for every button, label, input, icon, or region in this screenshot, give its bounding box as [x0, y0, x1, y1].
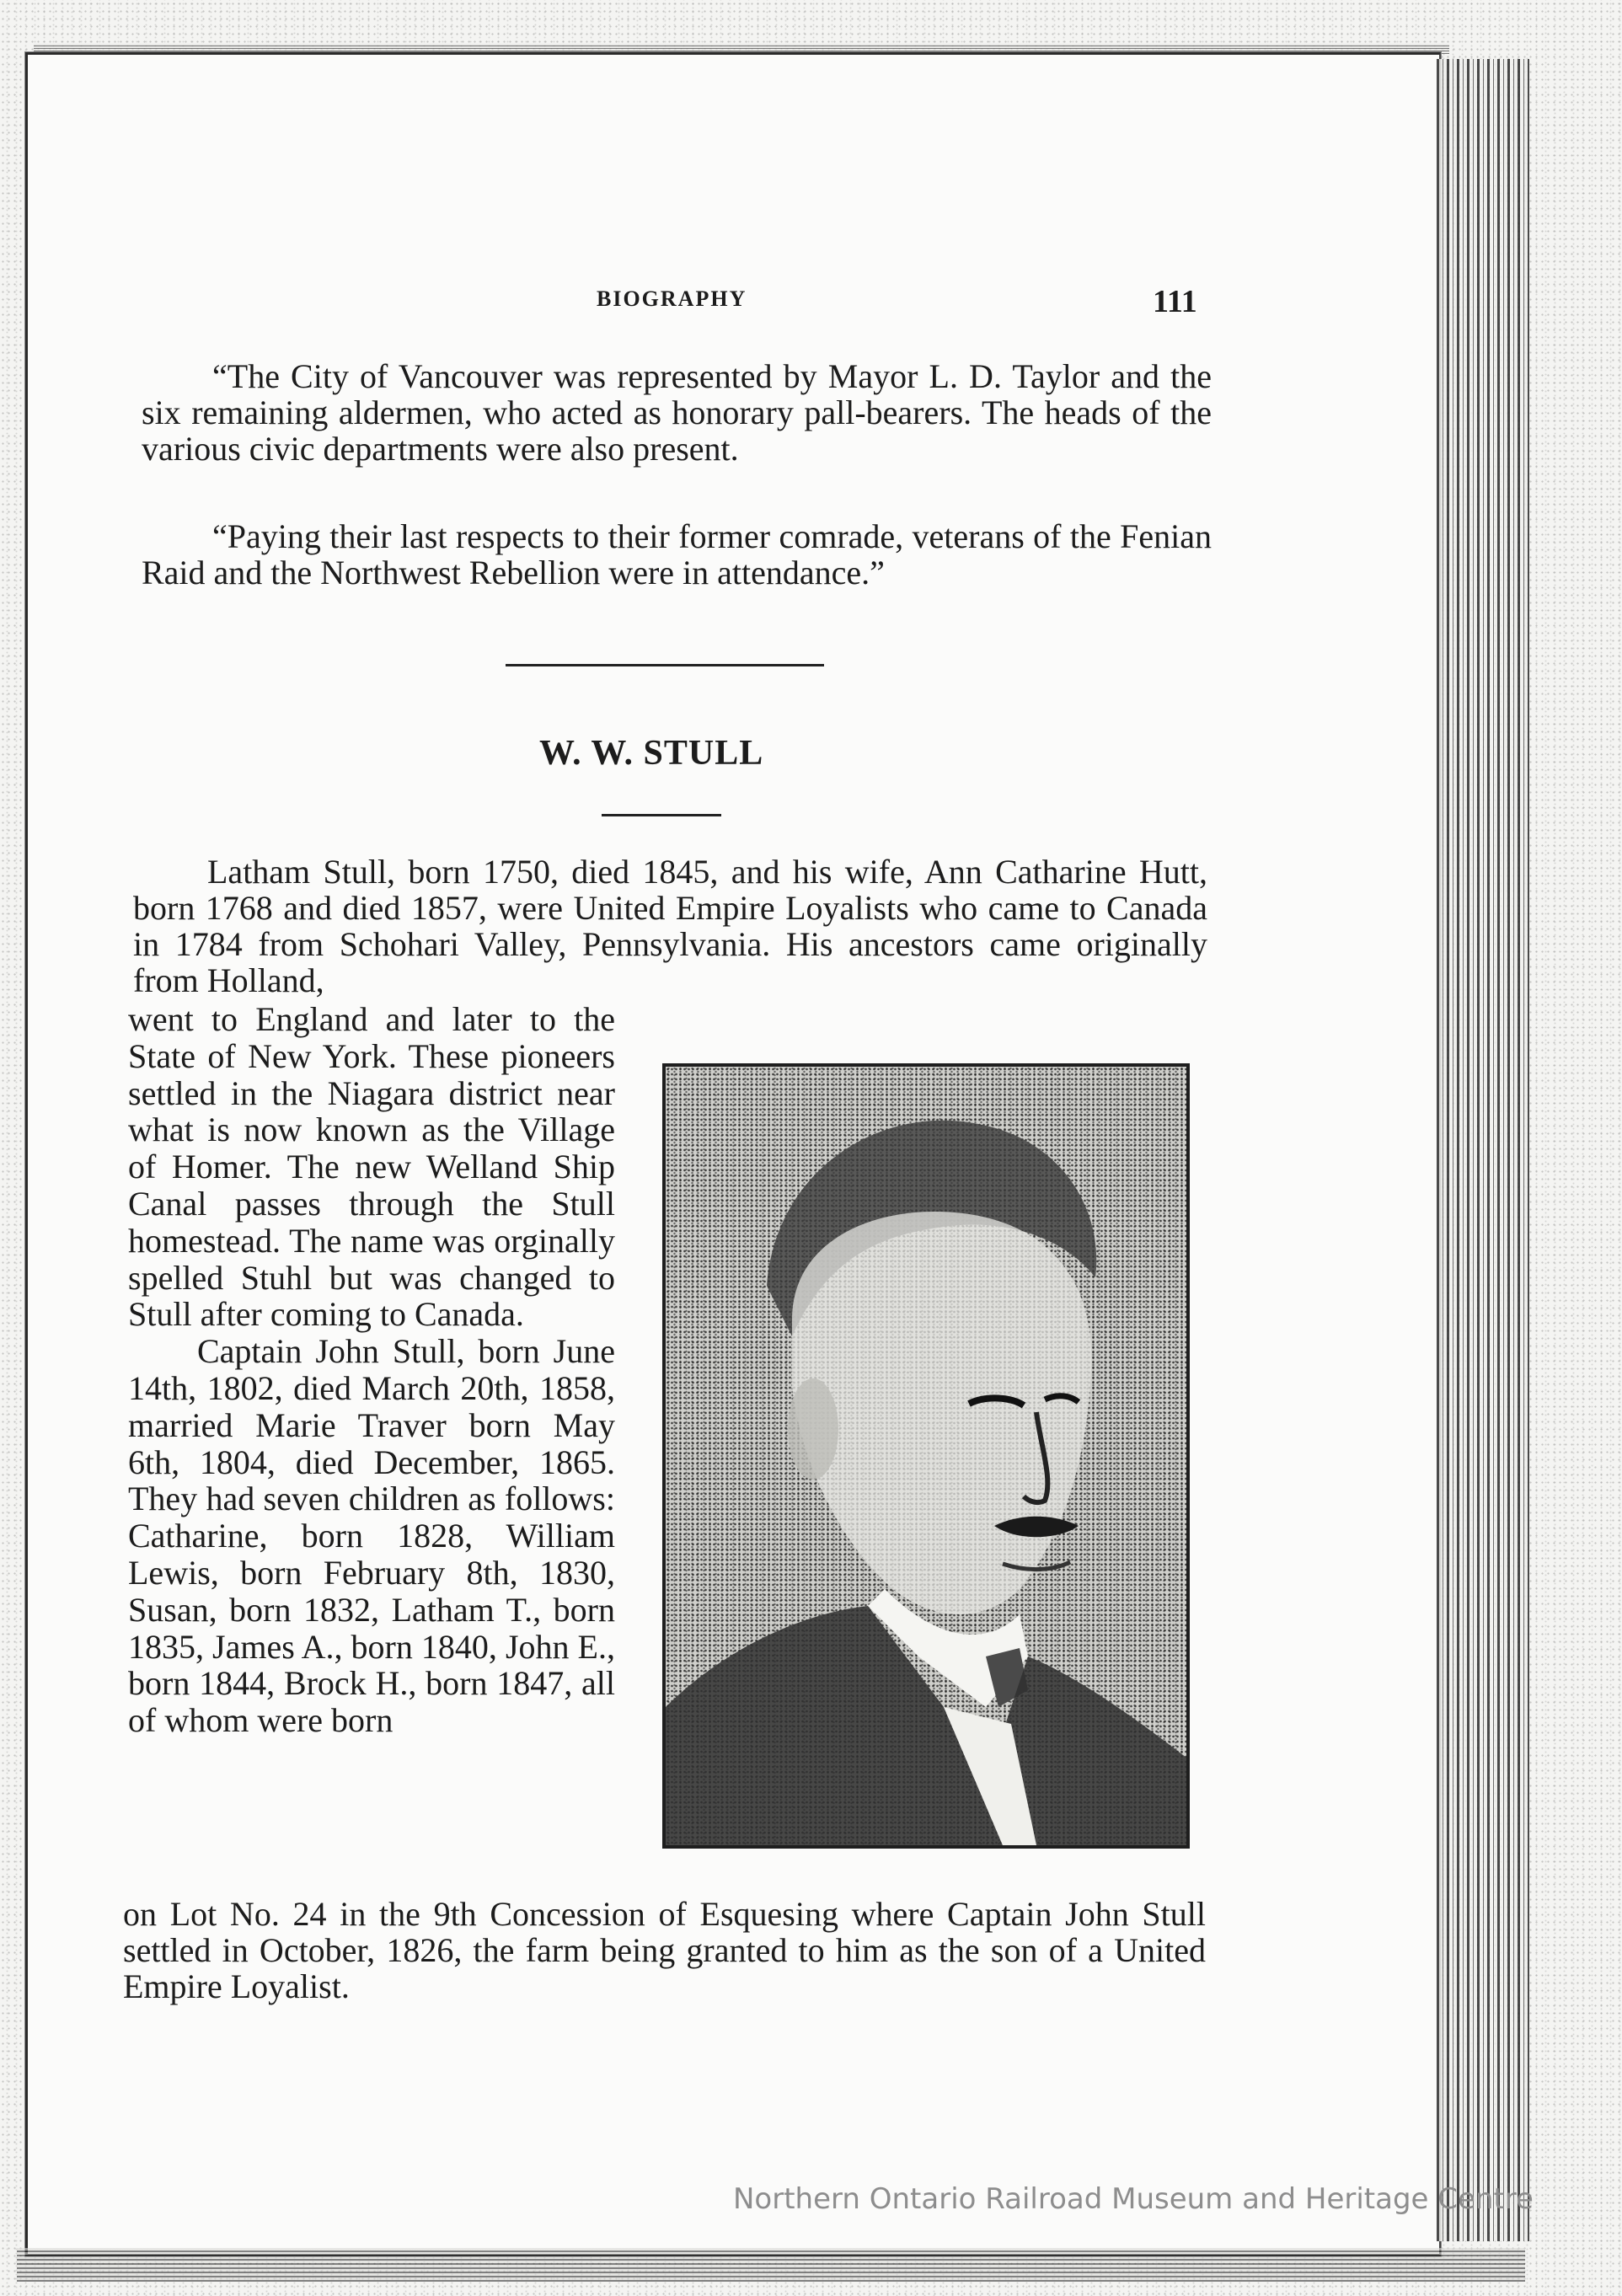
column-paragraph-2: Captain John Stull, born June 14th, 1802, died March 20th, 1858, married Marie Traver born May 6th, 1804, died December, 1865. They had seven children as follows: Catharine, born 1828, William Lewis, born February 8th, 1830, Susan, born 1832, Latham T., born 1835, James A., born 1840, John E., born 1844, Brock H., born 1847, all of whom were born [128, 1332, 615, 1740]
title-underline [602, 814, 721, 816]
quote-paragraph-1: “The City of Vancouver was represented by Mayor L. D. Taylor and the six remaining aldermen, who acted as honorary pall-bearers. The heads of the various civic departments were also present. [142, 357, 1212, 468]
article-title: W. W. STULL [539, 734, 764, 773]
closing-paragraph: on Lot No. 24 in the 9th Concession of Esquesing where Captain John Stull settled in October, 1826, the farm being granted to him as the son of a United Empire Loyalist. [123, 1895, 1206, 2005]
bottom-page-edge [17, 2248, 1525, 2282]
portrait-photo [662, 1063, 1190, 1849]
column-paragraph-1: went to England and later to the State of New York. These pioneers settled in the Niagara district near what is now known as the Village of Homer. The new Welland Ship Canal passes through the Stull homestead. The name was orginally spelled Stuhl but was changed to Stull after coming to Canada. [128, 1000, 615, 1334]
page-edges-stack [1437, 59, 1529, 2241]
section-divider [506, 664, 824, 666]
quote-paragraph-2: “Paying their last respects to their former comrade, veterans of the Fenian Raid and the Northwest Rebellion were in attendance.” [142, 517, 1212, 591]
watermark: Northern Ontario Railroad Museum and Heritage Centre [733, 2182, 1534, 2216]
running-head: BIOGRAPHY [597, 286, 747, 311]
page-number: 111 [1153, 284, 1197, 319]
intro-paragraph: Latham Stull, born 1750, died 1845, and his wife, Ann Catharine Hutt, born 1768 and died 1857, were United Empire Loyalists who came to Canada in 1784 from Schohari Valley, Pennsylvania. His ancestors came originally from Holland, [133, 853, 1207, 999]
text-column [128, 1001, 615, 1739]
portrait-photo-icon [666, 1067, 1186, 1845]
